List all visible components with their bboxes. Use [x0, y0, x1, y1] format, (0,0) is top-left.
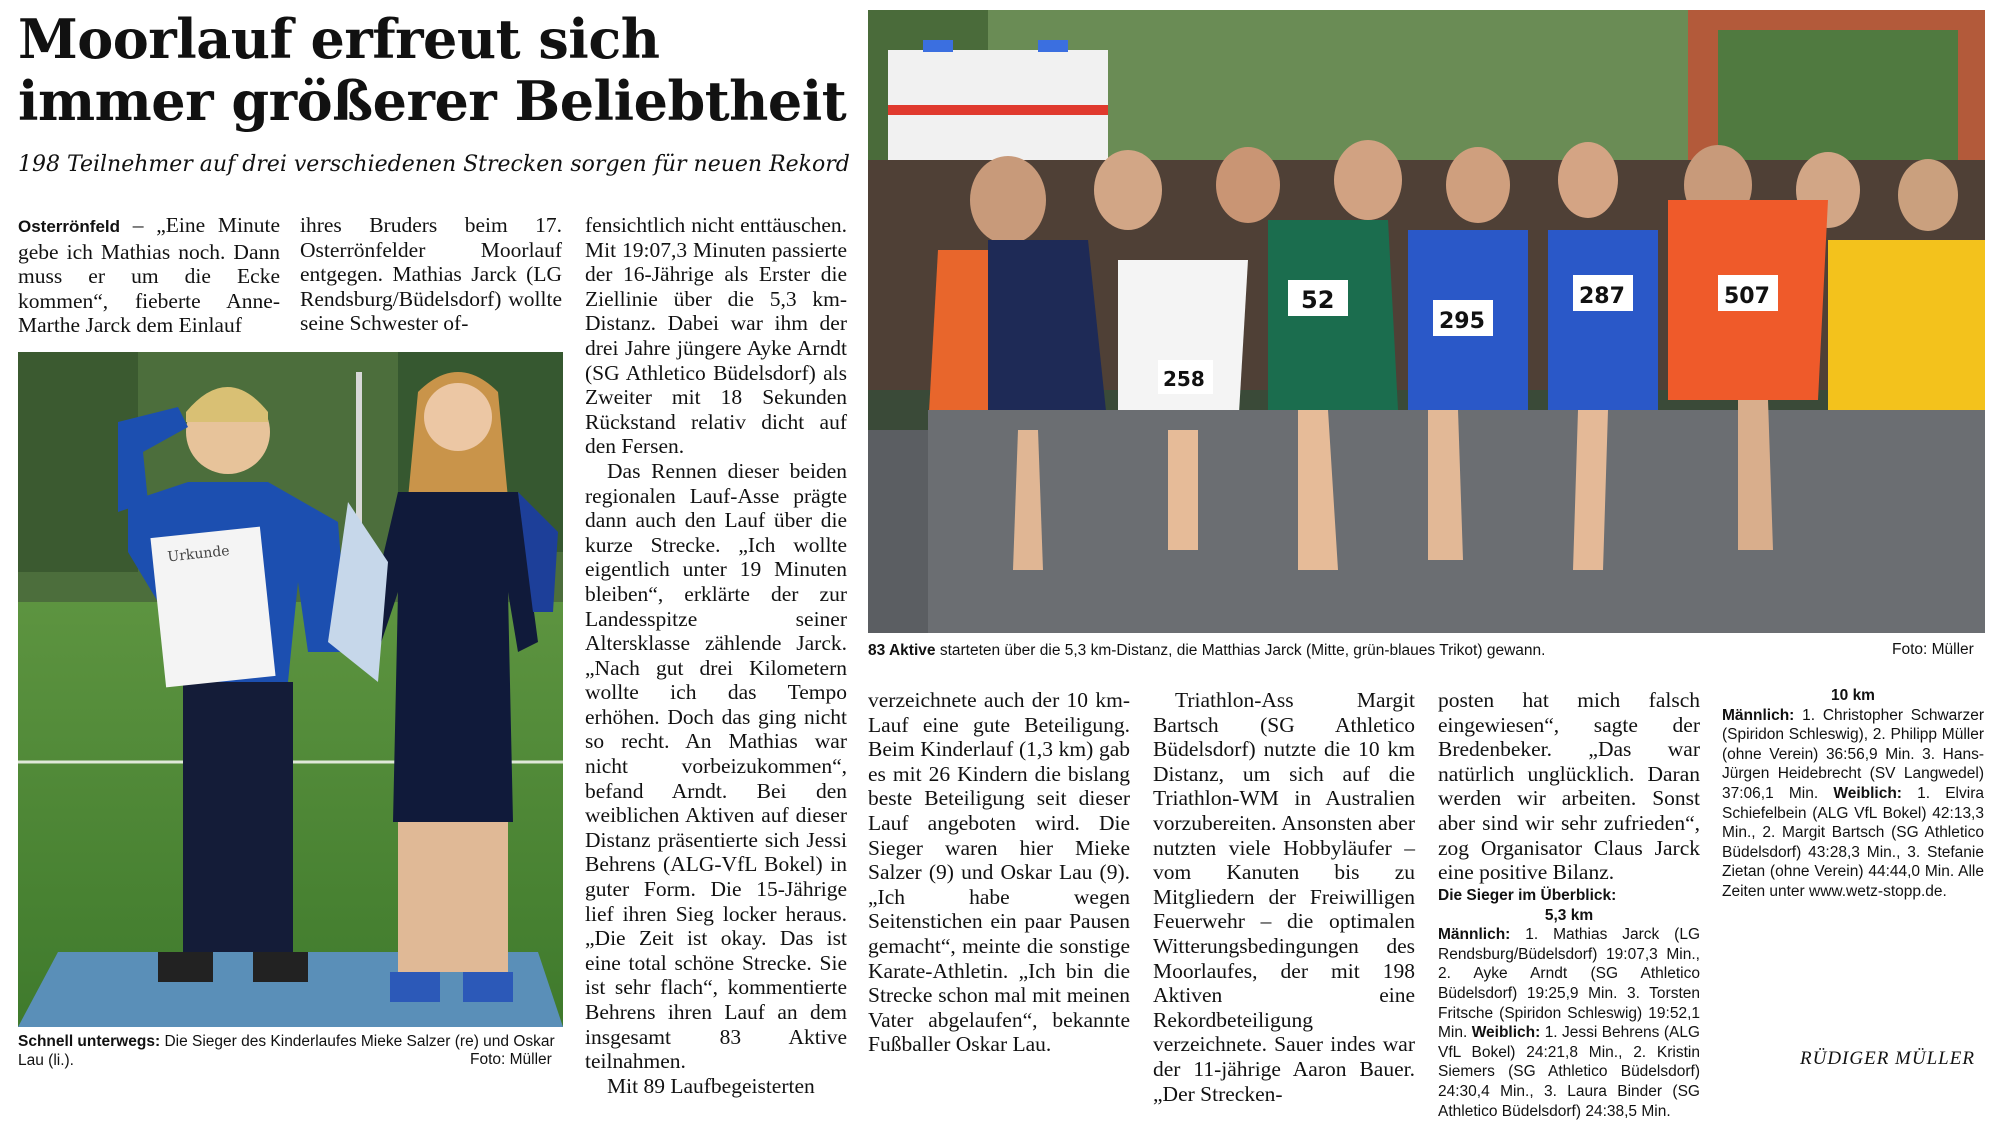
- caption-kids-bold: Schnell unterwegs:: [18, 1033, 161, 1050]
- label-male-10km: Männlich:: [1722, 706, 1795, 724]
- results-title: Die Sieger im Überblick:: [1438, 887, 1617, 904]
- text-column-6: [1438, 688, 1700, 885]
- bib-3: 287: [1579, 284, 1625, 309]
- text-column-4: [868, 688, 1130, 1057]
- label-female-10km: Weiblich:: [1833, 784, 1902, 802]
- caption-kids-text: Die Sieger des Kinderlaufes Mieke Salzer (re) und Oskar Lau (li.).: [18, 1033, 555, 1069]
- credit-kids-photo: Foto: Müller: [470, 1051, 552, 1068]
- results-female-10km: 1. Elvira Schiefelbein (ALG VfL Bokel) 42:13,3 Min., 2. Margit Bartsch (SG Athletico Büdelsdorf) 43:28,3 Min., 3. Stefanie Zietan (ohne Verein) 44:44,0 Min.: [1722, 784, 1984, 881]
- photo-runners-start: [868, 10, 1985, 633]
- results-box-5km: [1438, 886, 1700, 1121]
- results-heading-10km: 10 km: [1831, 687, 1875, 704]
- text-column-3: [585, 213, 847, 1098]
- kids-photo-image: [18, 352, 563, 1027]
- label-male-5km: Männlich:: [1438, 926, 1511, 944]
- bib-5: 507: [1724, 284, 1770, 309]
- headline-line-1: Moorlauf erfreut sich: [18, 7, 660, 71]
- certificate-text: Urkunde: [166, 543, 231, 566]
- credit-runners-photo: Foto: Müller: [1892, 641, 1974, 658]
- bib-1: 52: [1301, 286, 1335, 314]
- results-male-5km: 1. Mathias Jarck (LG Rendsburg/Büdelsdorf) 19:07,3 Min., 2. Ayke Arndt (SG Athletico Büdelsdorf) 19:25,9 Min. 3. Torsten Fritsche (Spiridon Schleswig) 19:52,1 Min.: [1438, 926, 1700, 1042]
- bib-4: 258: [1163, 367, 1205, 391]
- headline-line-2: immer größerer Beliebtheit: [18, 69, 847, 133]
- article-subheadline: 198 Teilnehmer auf drei verschiedenen Strecken sorgen für neuen Rekord: [18, 152, 850, 177]
- col6-text: posten hat mich falsch eingewiesen“, sagte der Bredenbeker. „Das war natürlich unglücklich. Daran werden wir arbeiten. Sonst aber sind wir sehr zufrieden“, zog Organisator Claus Jarck eine positive Bilanz.: [1438, 688, 1700, 885]
- dateline: Osterrönfeld: [18, 217, 121, 236]
- results-male-10km: 1. Christopher Schwarzer (Spiridon Schleswig), 2. Philipp Müller (ohne Verein) 36:56,9 Min. 3. Hans-Jürgen Heidebrecht (SV Langwedel) 37:06,1 Min.: [1722, 706, 1984, 802]
- col1-text: – „Eine Minute gebe ich Mathias noch. Dann muss er um die Ecke kommen“, fieberte Anne-Marthe Jarck dem Einlauf: [18, 213, 280, 338]
- col3-paragraph-3: Mit 89 Laufbegeisterten: [607, 1073, 815, 1098]
- col3-paragraph-2: Das Rennen dieser beiden regionalen Lauf-Asse prägte dann auch den Lauf über die kurze Strecke. „Ich wollte eigentlich unter 19 Minuten bleiben“, erklärte der zur Landesspitze seiner Altersklasse zählende Jarck. „Nach gut drei Kilometern wollte ich das Tempo erhöhen. Doch das ging nicht so recht. An Mathias war nicht vorbeizukommen“, befand Arndt. Bei den weiblichen Aktiven auf dieser Distanz präsentierte sich Jessi Behrens (ALG-VfL Bokel) in guter Form. Die 15-Jährige lief ihren Sieg locker heraus. „Die Zeit ist okay. Das ist eine total schöne Strecke. Sie ist sehr flach“, kommentierte Behrens ihren Lauf an dem insgesamt 83 Aktive teilnahmen.: [585, 458, 847, 1074]
- author-byline: RÜDIGER MÜLLER: [1800, 1048, 1975, 1069]
- col5-text: Triathlon-Ass Margit Bartsch (SG Athletico Büdelsdorf) nutzte die 10 km Distanz, um sich auf die Triathlon-WM in Australien vorzubereiten. Ansonsten aber nutzten viele Hobbyläufer – vom Kanuten bis zu Mitgliedern der Freiwilligen Feuerwehr – die optimalen Witterungsbedingungen des Moorlaufes, der mit 198 Aktiven eine Rekordbeteiligung verzeichnete. Sauer indes war der 11-jährige Aaron Bauer. „Der Strecken-: [1153, 688, 1415, 1106]
- col3-paragraph-1: fensichtlich nicht enttäuschen. Mit 19:07,3 Minuten passierte der 16-Jährige als Erster die Ziellinie über die 5,3 km-Distanz. Dabei war ihm der drei Jahre jüngere Ayke Arndt (SG Athletico Büdelsdorf) als Zweiter mit 18 Sekunden Rückstand relativ dicht auf den Fersen.: [585, 213, 847, 459]
- results-box-10km: [1722, 686, 1984, 902]
- runners-photo-image: [868, 10, 1985, 633]
- text-column-5: [1153, 688, 1415, 1106]
- caption-runners-photo: [868, 641, 1768, 660]
- text-column-2: [300, 213, 562, 336]
- bib-2: 295: [1439, 309, 1485, 334]
- label-female-5km: Weiblich:: [1471, 1024, 1541, 1042]
- results-heading-5km: 5,3 km: [1544, 906, 1594, 924]
- results-female-5km: 1. Jessi Behrens (ALG VfL Bokel) 24:21,8 Min., 2. Kristin Siemers (SG Athletico Büdelsdorf) 24:30,4 Min., 3. Laura Binder (SG Athletico Büdelsdorf) 24:38,5 Min.: [1438, 1024, 1700, 1120]
- caption-runners-bold: 83 Aktive: [868, 642, 936, 659]
- results-footer: Alle Zeiten unter www.wetz-stopp.de.: [1722, 863, 1984, 900]
- col4-text: verzeichnete auch der 10 km-Lauf eine gute Beteiligung. Beim Kinderlauf (1,3 km) gab es mit 26 Kindern die bislang beste Beteiligung seit dieser Lauf angeboten wird. Die Sieger waren hier Mieke Salzer (9) und Oskar Lau (9). „Ich habe wegen Seitenstichen ein paar Pausen gemacht“, meinte die sonstige Karate-Athletin. „Ich bin die Strecke schon mal mit meinen Vater abgelaufen“, bekannte Fußballer Oskar Lau.: [868, 688, 1130, 1057]
- article-headline: [18, 8, 858, 132]
- photo-kids-winners: [18, 352, 563, 1027]
- caption-runners-text: starteten über die 5,3 km-Distanz, die Matthias Jarck (Mitte, grün-blaues Trikot) gewann.: [939, 642, 1546, 659]
- text-column-1: [18, 213, 280, 338]
- col2-text: ihres Bruders beim 17. Osterrönfelder Moorlauf entgegen. Mathias Jarck (LG Rendsburg/Büdelsdorf) wollte seine Schwester of-: [300, 213, 562, 336]
